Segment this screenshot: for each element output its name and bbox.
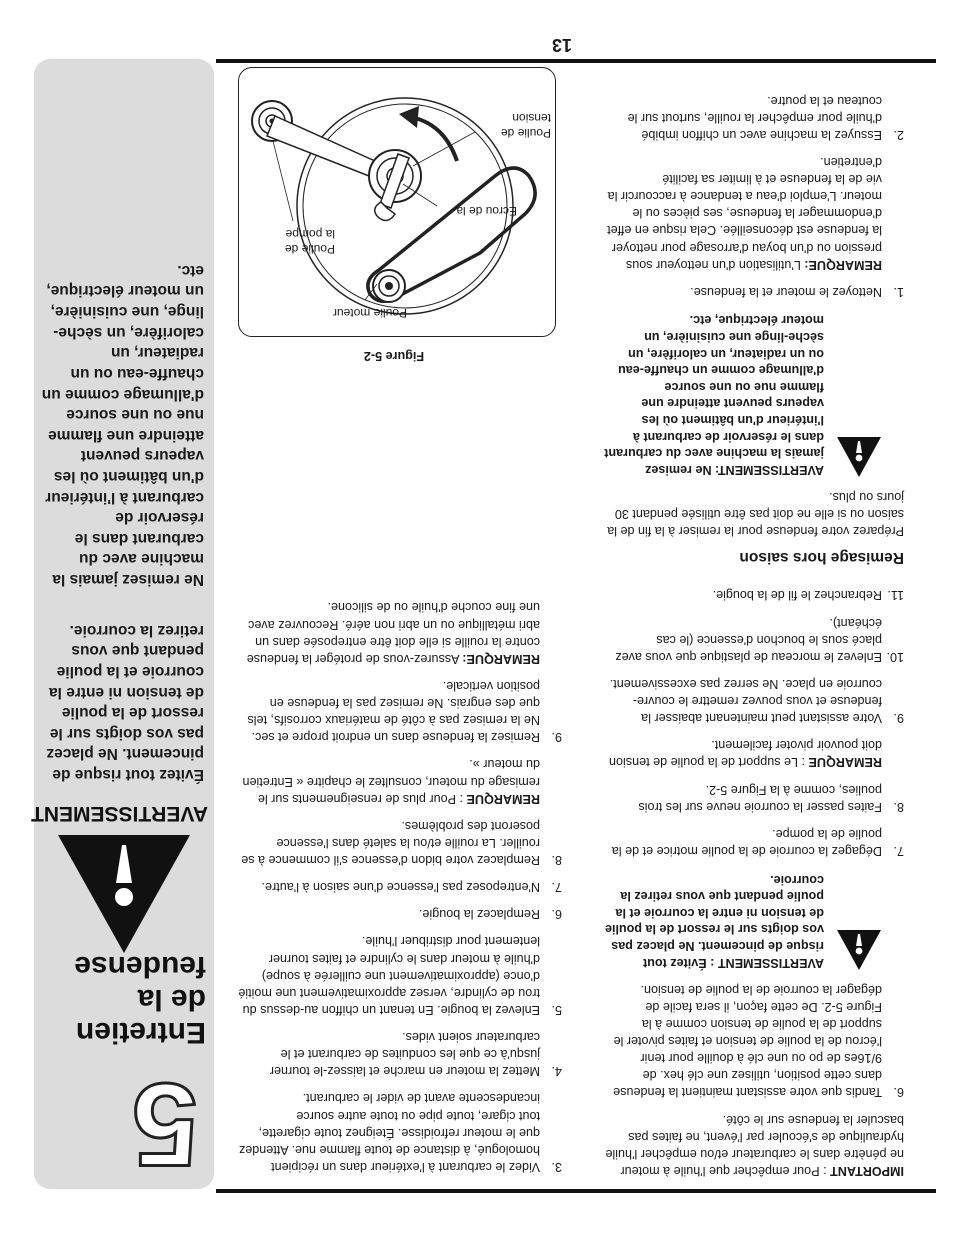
list-item [237,932,562,1018]
bottom-rule [216,59,936,63]
list-item [604,675,904,726]
list-item [237,1089,562,1175]
warning-text [604,871,824,971]
remark-text: L'utilisation d'un nettoyeur sous pression ou d'un boyau d'arrosage pour nettoyer la fendeuse est déconseillée. Cela risque en effet d'endommager la fendeuse, ses pièces ou le moteur. L'emploi d'eau a tendance à raccourcir la vie de la fendeuse et à limiter sa facilité d'entretien. [607,154,882,272]
item-number: 9. [893,711,904,726]
warning-box [604,312,882,478]
remark-label: REMARQUE: [804,257,882,272]
item-text: Votre assistant peut maintenant abaisser la fendeuse et vous pouvez remettre le couvre-courroie en place. Ne serrez pas excessivement. [609,676,882,726]
item-text: Nettoyez le moteur et la fendeuse. [690,284,882,299]
item-number: 9. [551,730,562,745]
label-tension-pulley: Poulie de tension [500,111,551,140]
list-item [604,613,904,664]
item-text: Enlevez le morceau de plastique que vous avez placé sous le bouchon d'essence (le cas échéant). [615,615,882,664]
label-pump-pulley: Poulie de la pompe [284,227,335,256]
belt-pulley-diagram [239,68,555,336]
warning-body: Ne remisez jamais la machine avec du carburant dans le réservoir de carburant à l'intérieur d'un bâtiment où les vapeurs peuvent atteindre une flamme nue ou une source d'allumage comme un chauffe-eau ou un radiateur, un calorifère, un sèche-linge une cuisinière, un moteur électrique, etc. [604,313,824,477]
list-item [604,981,904,1101]
important-note [604,1111,904,1180]
item-text: Faites passer la courroie neuve sur les trois poulies, comme à la Figure 5-2. [638,782,882,814]
important-text: : Pour empêcher que l'huile à moteur ne pénètre dans le carburateur et/ou empêcher l'huile hydraulique de s'écouler par l'évent, ne faites pas basculer la fendeuse sur le côté. [605,1112,904,1178]
item-number: 4. [551,1064,562,1079]
remark [604,153,882,273]
warning-icon [836,929,882,971]
remark-text: : Pour plus de renseignements sur le remisage du moteur, consultez le chapitre « Entretien du moteur ». [242,757,540,806]
right-column [237,588,562,1175]
item-text: Tandis que votre assistant maintient la fendeuse dans cette position, utilisez une clé hex. de 9/16es de po ou une clé à douille pour tenir l'écrou de la poulie de tension et faites pivoter le support de la poulie de tension comme à la Figure 5-2. De cette façon, il sera facile de dégager la courroie de la poulie de tension. [613,982,882,1100]
item-text: Dégagez la courroie de la poulie motrice et de la poulie de la pompe. [611,826,882,858]
warning-box [604,871,882,971]
remark [237,598,540,667]
list-item [237,817,562,868]
top-rule [216,1189,936,1193]
item-number: 5. [551,1003,562,1017]
remark-text: Assurez-vous de protéger la fendeuse contre la rouille si elle doit être entreposée dans un abri métallique ou un abri non aéré. Recouvrez avec une fine couche d'huile ou de silicone. [246,600,540,666]
list-item [237,905,562,922]
item-text: Essuyez la machine avec un chiffon imbibé d'huile pour empêcher la rouille, surtout sur le couteau et la poutre. [627,93,882,142]
tension-bracket [267,116,375,176]
label-nut: Écrou de la [456,204,517,218]
warning-label: AVERTISSEMENT: [715,462,824,477]
item-number: 8. [551,853,562,868]
item-number: 2. [893,127,904,142]
sidebar-warning-text-1: Évitez tout risque de pincement. Ne placez pas vos doigts sur le ressort de la poulie de tension ni entre la courroie et la poulie pendant que vous retirez la courroie. [46,621,204,783]
remark-label: REMARQUE [808,755,882,770]
item-number: 6. [893,1085,904,1100]
item-number: 3. [551,1160,562,1174]
list-item [604,91,904,142]
item-number: 8. [893,799,904,814]
page-number: 13 [551,35,572,55]
list-item [604,825,904,859]
item-text: Enlevez la bougie. En tenant un chiffon au-dessus du trou de cylindre, versez approximativement une moitié d'once (approximativement une cuillerée à soupe) d'huile à moteur dans le cylindre et faites tourner lentement pour distribuer l'huile. [238,934,540,1017]
prep-paragraph: Préparez votre fendeuse pour la remiser à la fin de la saison ou si elle ne doit pas être utilisée pendant 30 jours ou plus. [607,490,904,539]
item-number: 1. [893,284,904,299]
item-text: Remplacez la bougie. [418,907,540,922]
item-text: Mettez la moteur en marche et laissez-le tourner jusqu'à ce que les conduites de carburant et le carburateur soient vides. [269,1030,540,1079]
item-text: Videz le carburant à l'extérieur dans un récipient homologué, à distance de toute flamme nue. Attendez que le moteur refroidisse. Éteignez toute cigarette, tout cigare, toute pipe ou toute autre source incandescente avant de vider le carburant. [238,1091,540,1174]
item-number: 6. [551,907,562,922]
section-heading: Remisage hors saison [739,549,904,567]
warning-icon [836,436,882,478]
chapter-title: Entretien de la feudense [74,950,206,1049]
item-text: N'entreposez pas l'essence d'une saison à l'autre. [261,880,540,895]
remark-text: : Le support de la poulie de tension doit pouvoir pivoter facilement. [608,738,882,770]
item-number: 7. [551,880,562,895]
list-item [604,283,904,300]
list-item [604,586,904,603]
remark [237,755,540,806]
item-number: 10. [886,649,904,664]
warning-text [604,312,824,478]
important-label: IMPORTANT [830,1164,904,1178]
left-column [604,81,904,1179]
item-number: 11. [887,588,904,603]
list-item [237,1028,562,1079]
item-text: Remisez la fendeuse dans un endroit propre et sec. Ne la remisez pas à côté de matériaux corrosifs, tels que des engrais. Ne remisez pas la fendeuse en position verticale. [247,679,540,745]
list-item [237,878,562,895]
warning-label: AVERTISSEMENT [717,955,824,970]
figure-5-2 [238,67,556,337]
item-text: Remplacez votre bidon d'essence s'il commence à se rouiller. La rouille et/ou la saleté dans l'essence poseront des problèmes. [241,818,540,868]
sidebar-warning-title: AVERTISSEMENT [31,802,208,825]
sidebar-warning-text-2: Ne remisez jamais la machine avec du carburant dans le réservoir de carburant à l'intérieur d'un bâtiment où les vapeurs peuvent atteindre une flamme nue ou une source d'allumage comme un chauffe-eau ou un radiateur, un calorifère, un sèche-linge, une cuisinière, un moteur électrique, etc. [41,261,204,588]
warning-body: : Évitez tout risque de pincement. Ne placez pas vos doigts sur le ressort de la poulie de tension ni entre la courroie et la poulie pendant que vous retirez la courroie. [604,872,824,970]
list-item [237,677,562,746]
chapter-number: 5 [132,1058,198,1190]
remark-label: REMARQUE [466,791,540,806]
list-item [604,780,904,814]
figure-title: Figure 5-2 [363,349,425,363]
remark [604,736,882,770]
remark-label: REMARQUE: [462,651,540,666]
label-motor-pulley: Poulie moteur [332,306,407,320]
item-number: 7. [893,843,904,858]
motor-pulley [373,270,405,302]
item-text: Rebranchez le fil de la bougie. [712,588,882,603]
chapter-sidebar [31,59,214,1190]
leader-line-pump [273,141,293,221]
warning-icon [54,831,194,957]
